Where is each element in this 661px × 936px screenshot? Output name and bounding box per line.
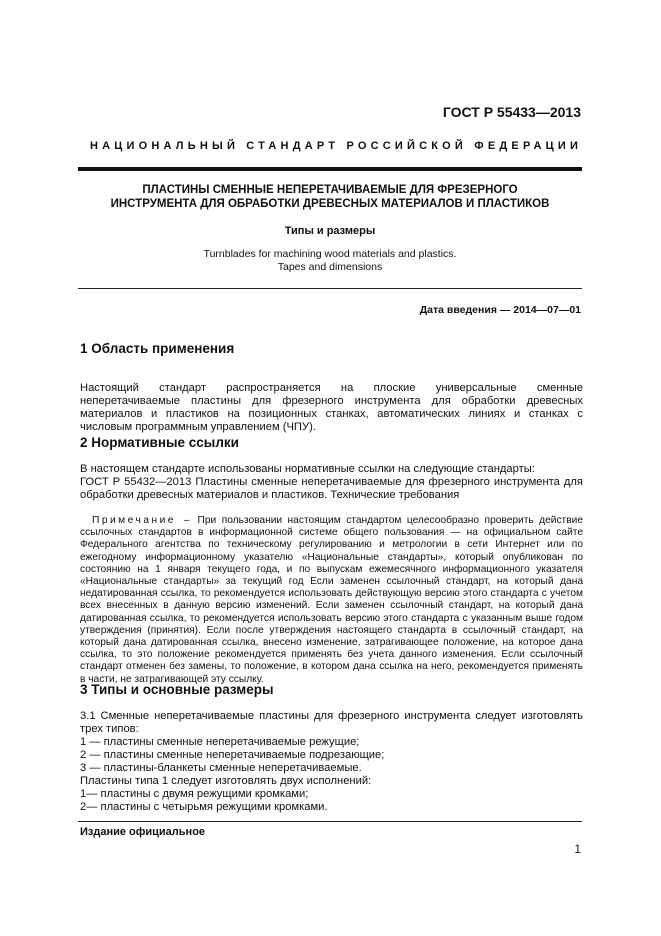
section-3-paragraph-1: 3.1 Сменные неперетачиваемые пластины для фрезерного инструмента следует изготовлять трех типов: [80,710,583,735]
document-subtitle: Типы и размеры [284,225,376,237]
section-2-note [80,515,583,686]
english-title-line-2: Tapes and dimensions [277,261,383,273]
section-3-paragraph-2: Пластины типа 1 следует изготовлять двух исполнений: [80,775,372,787]
english-title [78,248,582,274]
header-rule [78,167,582,171]
english-title-line-1: Turnblades for machining wood materials and plastics. [203,248,457,260]
page-number: 1 [574,842,581,856]
section-3-item-2: 2 — пластины сменные неперетачиваемые подрезающие; [80,749,385,761]
title-rule [78,288,582,289]
note-label: Примечание – [92,515,193,526]
intro-date: Дата введения — 2014—07—01 [419,304,581,316]
document-code: ГОСТ Р 55433—2013 [442,104,581,120]
section-3-heading: 3 Типы и основные размеры [80,682,274,697]
edition-label: Издание официальное [80,826,206,838]
document-title [78,183,582,211]
footer-rule [78,821,582,822]
section-3-item-1: 1 — пластины сменные неперетачиваемые режущие; [80,736,360,748]
section-1-body: Настоящий стандарт распространяется на плоские универсальные сменные неперетачиваемые пластины для фрезерного инструмента для обработки древесных материалов и пластиков на позиционных станках, автоматических линиях и станках с числовым программным управлением (ЧПУ). [80,382,583,433]
title-line-1: ПЛАСТИНЫ СМЕННЫЕ НЕПЕРЕТАЧИВАЕМЫЕ ДЛЯ ФРЕЗЕРНОГО [142,184,518,196]
section-3-variant-2: 2— пластины с четырьмя режущими кромками. [80,801,328,813]
section-2-reference: ГОСТ Р 55432—2013 Пластины сменные неперетачиваемые для фрезерного инструмента для обработки древесных материалов и пластиков. Технические требования [80,476,583,501]
section-1-text [80,369,583,434]
section-2-heading: 2 Нормативные ссылки [80,435,239,450]
note-text: При пользовании настоящим стандартом целесообразно проверить действие ссылочных стандартов в информационной системе общего пользования — на официальном сайте Федерального агентства по техническому регулированию и метрологии в сети Интернет или по ежегодному информационному указателю «Национальные стандарты», который опубликован по состоянию на 1 января текущего года, и по выпускам ежемесячного информационного указателя «Национальные стандарты» за текущий год Если заменен ссылочный стандарт, на который дана недатированная ссылка, то рекомендуется использовать действующую версию этого стандарта с учетом всех внесенных в данную версию изменений. Если заменен ссылочный стандарт, на который дана датированная ссылка, то рекомендуется использовать версию этого стандарта с указанным выше годом утверждения (принятия). Если после утверждения настоящего стандарта в ссылочный стандарт, на который дана датированная ссылка, внесено изменение, затрагивающее положение, на которое дана ссылка, то это положение рекомендуется применять без учета данного изменения. Если ссылочный стандарт отменен без замены, то положение, в котором дана ссылка на него, рекомендуется применять в части, не затрагивающей эту ссылку. [80,515,583,685]
title-line-2: ИНСТРУМЕНТА ДЛЯ ОБРАБОТКИ ДРЕВЕСНЫХ МАТЕРИАЛОВ И ПЛАСТИКОВ [110,198,550,210]
section-2-intro: В настоящем стандарте использованы нормативные ссылки на следующие стандарты: [80,463,535,475]
section-3-item-3: 3 — пластины-бланкеты сменные неперетачиваемые. [80,762,362,774]
section-3-variant-1: 1— пластины с двумя режущими кромками; [80,788,309,800]
national-standard-banner: НАЦИОНАЛЬНЫЙ СТАНДАРТ РОССИЙСКОЙ ФЕДЕРАЦИИ [90,140,583,152]
section-1-heading: 1 Область применения [80,341,235,356]
